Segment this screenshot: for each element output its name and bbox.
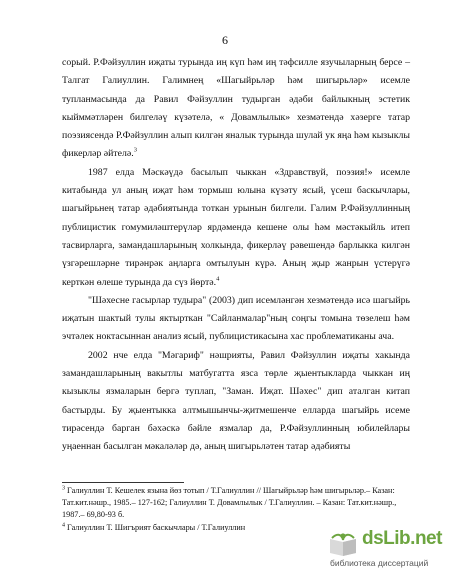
footnote: $^4$ Галиуллин Т. Шигърият баскычлары / Т.Галиуллин <box>62 522 246 532</box>
watermark-subtitle: библиотека диссертаций <box>330 558 429 568</box>
paragraph: "Шәхесне гасырлар тудыра" (2003) дип исемләнгән хезмәтендә исә шагыйрь иҗатын шактый тулы яктырткан "Сайланмалар"ның соңгы томына төзелеш һәм эчтәлек ноктасыннан анализ ясый, публицистикасына хас проблематиканы ача. <box>62 294 410 343</box>
footnote-number: 3 <box>62 485 65 492</box>
watermark-name: dsLib.net <box>362 528 442 549</box>
footnote-marker: 4 <box>216 275 220 283</box>
paragraph: 1987 елда Мәскәүдә басылып чыккан «Здравствуй, поэзия!» исемле китабында ул аның иҗат һәм тормыш юлына күзәту ясый, үсеш баскычлары, шагыйрьнең татар әдәбиятында тоткан урынын билгели. Галим Р.Фәйзуллинның публицистик гомумиләштерүләр ярдәмендә кешене олы һәм мәстәкыйль итеп тасвирларга, замандашларының холкында, фикерләү рәвешендә барлыкка килгән үзгәрешләрне тирәнрәк аңларга омтылуын күрә. Аның җыр жанрын үстерүгә керткән өлеше турында да сүз йөртә.$^4$ <box>62 166 410 288</box>
footnote: $^3$ Галиуллин Т. Кешелек язына йөз тотып / Т.Галиуллин // Шагыйрьләр һәм шигырьләр.– Казан: Тат.кит.нәшр., 1985.– 127-162; Галиуллин Т. Довамлылык / Т.Галиуллин. – Казан: Тат.кит.нәшр., 1987.– 69,80-93 б. <box>62 485 397 519</box>
book-icon <box>328 530 358 560</box>
page-number: 6 <box>222 33 228 47</box>
footnote-number: 4 <box>62 522 65 529</box>
body-text <box>62 54 410 457</box>
paragraph: 2002 нче елда "Мәгариф" нәшрияты, Равил Фәйзуллин иҗаты хакында замандашларының вакытлы матбугатта язса төрле җыентыкларда чыккан иң кызыклы язмаларын бергә туплап, "Заман. Иҗат. Шәхес" дип аталган китап бастырды. Бу җыентыкка алтмышынчы-җитмешенче елларда шагыйрь исеме тирәсендә барган бәхәскә бәйле язмалар да, Р.Фәйзуллинның юбилейлары уңаеннан басылган мәкаләләр дә, аның шигырьләтен татар әдәбияты <box>62 349 410 453</box>
footnote-divider <box>62 482 184 483</box>
dslib-watermark[interactable] <box>328 528 440 572</box>
paragraph: сорый. Р.Фәйзуллин иҗаты турында иң күп һәм иң тәфсилле язучыларның берсе – Талгат Галиуллин. Галимнең «Шагыйрьләр һәм шигырьләр» исемле тупланмасында да Равил Фәйзуллин тудырган әдәби байлыкның эстетик кыйммәтләрен билгеләү күзәтелә, « Довамлылык» хезмәтендә хәзерге татар поэзиясендә Р.Фәйзуллин алып килгән яналык турында шулай ук яңа һәм кызыклы фикерләр әйтелә.$^3$ <box>62 57 410 160</box>
footnote-marker: 3 <box>133 147 137 155</box>
